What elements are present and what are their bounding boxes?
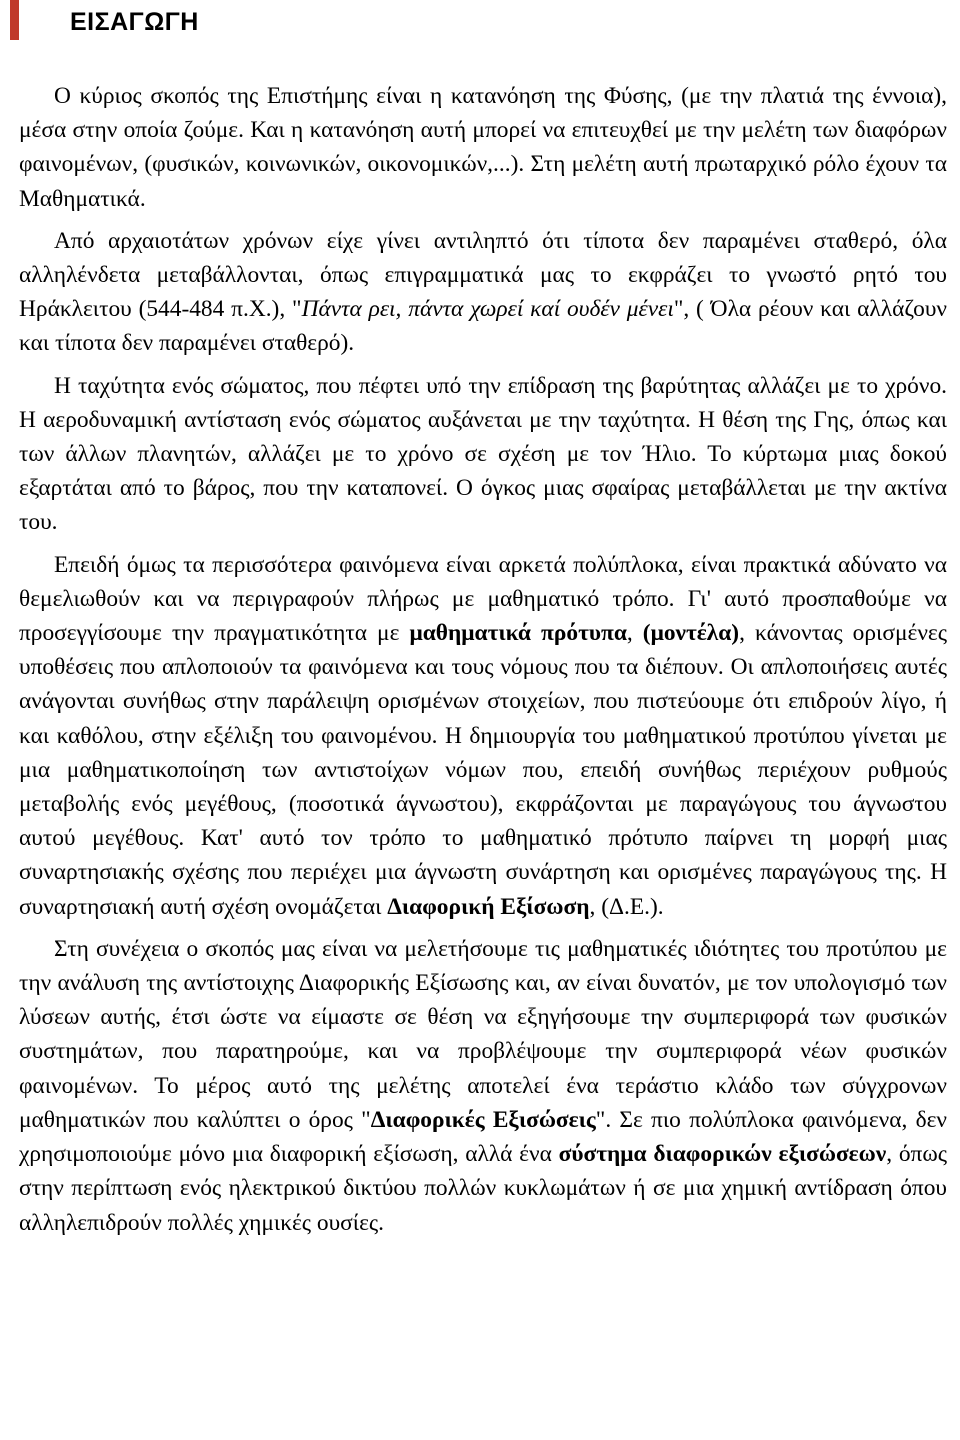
heading-accent-bar: [10, 0, 19, 40]
paragraph-2: [19, 224, 947, 361]
text-run: Η ταχύτητα ενός σώματος, που πέφτει υπό την επίδραση της βαρύτητας αλλάζει με το χρόνο. Η αεροδυναμική αντίσταση ενός σώματος αυξάνεται με την ταχύτητα. Η θέση της Γης, όπως και των άλλων πλανητών, αλλάζει με το χρόνο σε σχέση με τον Ήλιο. Το κύρτωμα μιας δοκού εξαρτάται από το βάρος, που την καταπονεί. Ο όγκος μιας σφαίρας μεταβάλλεται με την ακτίνα του.: [19, 372, 947, 536]
bold-term: Διαφορική Εξίσωση: [387, 893, 590, 920]
text-run: Επειδή όμως τα περισσότερα φαινόμενα είναι αρκετά πολύπλοκα, είναι πρακτικά αδύνατο να θεμελιωθούν και να περιγραφούν πλήρως με μαθηματικό τρόπο. Γι' αυτό προσπαθούμε να προσεγγίσουμε την πραγματικότητα με: [19, 551, 947, 647]
text-run: ,: [626, 620, 643, 647]
text-run: Από αρχαιοτάτων χρόνων είχε γίνει αντιληπτό ότι τίποτα δεν παραμένει σταθερό, όλα αλληλένδετα μεταβάλλονται, όπως επιγραμματικά μας το εκφράζει το γνωστό ρητό του Ηράκλειτου (544-484 π.Χ.), ": [19, 227, 947, 323]
paragraph-4: [19, 548, 947, 924]
text-run: ", ( Όλα ρέουν και αλλάζουν και τίποτα δεν παραμένει σταθερό).: [19, 296, 948, 357]
italic-quote: Πάντα ρει, πάντα χωρεί καί ουδέν μένει: [301, 296, 674, 323]
bold-term: Διαφορικές Εξισώσεις: [370, 1106, 596, 1133]
bold-term: σύστημα διαφορικών εξισώσεων: [558, 1141, 887, 1168]
text-run: ". Σε πιο πολύπλοκα φαινόμενα, δεν χρησιμοποιούμε μόνο μια διαφορική εξίσωση, αλλά ένα: [19, 1106, 947, 1168]
text-run: Ο κύριος σκοπός της Επιστήμης είναι η κατανόηση της Φύσης, (με την πλατιά της έννοια), μέσα στην οποία ζούμε. Και η κατανόηση αυτή μπορεί να επιτευχθεί με την μελέτη των διαφόρων φαινομένων, (φυσικών, κοινωνικών, οικονομικών,...). Στη μελέτη αυτή πρωταρχικό ρόλο έχουν τα Μαθηματικά.: [19, 83, 947, 212]
bold-term: (μοντέλα): [642, 620, 740, 647]
text-run: Στη συνέχεια ο σκοπός μας είναι να μελετήσουμε τις μαθηματικές ιδιότητες του προτύπου με την ανάλυση της αντίστοιχης Διαφορικής Εξίσωσης και, αν είναι δυνατόν, με τον υπολογισμό των λύσεων αυτής, έτσι ώστε να είμαστε σε θέση να εξηγήσουμε την συμπεριφορά των φυσικών συστημάτων, που παρατηρούμε, και να προβλέψουμε την συμπεριφορά νέων φυσικών φαινομένων. Το μέρος αυτό της μελέτης αποτελεί ένα τεράστιο κλάδο των σύγχρονων μαθηματικών που καλύπτει ο όρος ": [19, 935, 947, 1133]
paragraph-5: [19, 932, 947, 1240]
text-run: , κάνοντας ορισμένες υποθέσεις που απλοποιούν τα φαινόμενα και τους νόμους που τα διέπουν. Οι απλοποιήσεις αυτές ανάγονται συνήθως στην παράλειψη ορισμένων στοιχείων, που πιστεύουμε ότι επιδρούν λίγο, ή και καθόλου, στην εξέλιξη του φαινομένου. Η δημιουργία του μαθηματικού προτύπου γίνεται με μια μαθηματικοποίηση των αντιστοίχων νόμων που, επειδή συνήθως περιέχουν ρυθμούς μεταβολής ενός μεγέθους, (ποσοτικά άγνωστου), εκφράζονται με παραγώγους του άγνωστου αυτού μεγέθους. Κατ' αυτό τον τρόπο το μαθηματικό πρότυπο παίρνει τη μορφή μιας συναρτησιακής σχέσης που περιέχει μια άγνωστη συνάρτηση και ορισμένες παραγώγους της. Η συναρτησιακή αυτή σχέση ονομάζεται: [19, 620, 947, 920]
document-body: [19, 79, 947, 1240]
text-run: , όπως στην περίπτωση ενός ηλεκτρικού δικτύου πολλών κυκλωμάτων ή σε μια χημική αντίδραση όπου αλληλεπιδρούν πολλές χημικές ουσίες.: [19, 1141, 948, 1236]
bold-term: μαθηματικά πρότυπα: [409, 620, 627, 647]
section-heading: ΕΙΣΑΓΩΓΗ: [70, 8, 199, 36]
paragraph-1: [19, 79, 947, 216]
text-run: , (Δ.Ε.).: [589, 893, 664, 920]
paragraph-3: [19, 369, 947, 540]
